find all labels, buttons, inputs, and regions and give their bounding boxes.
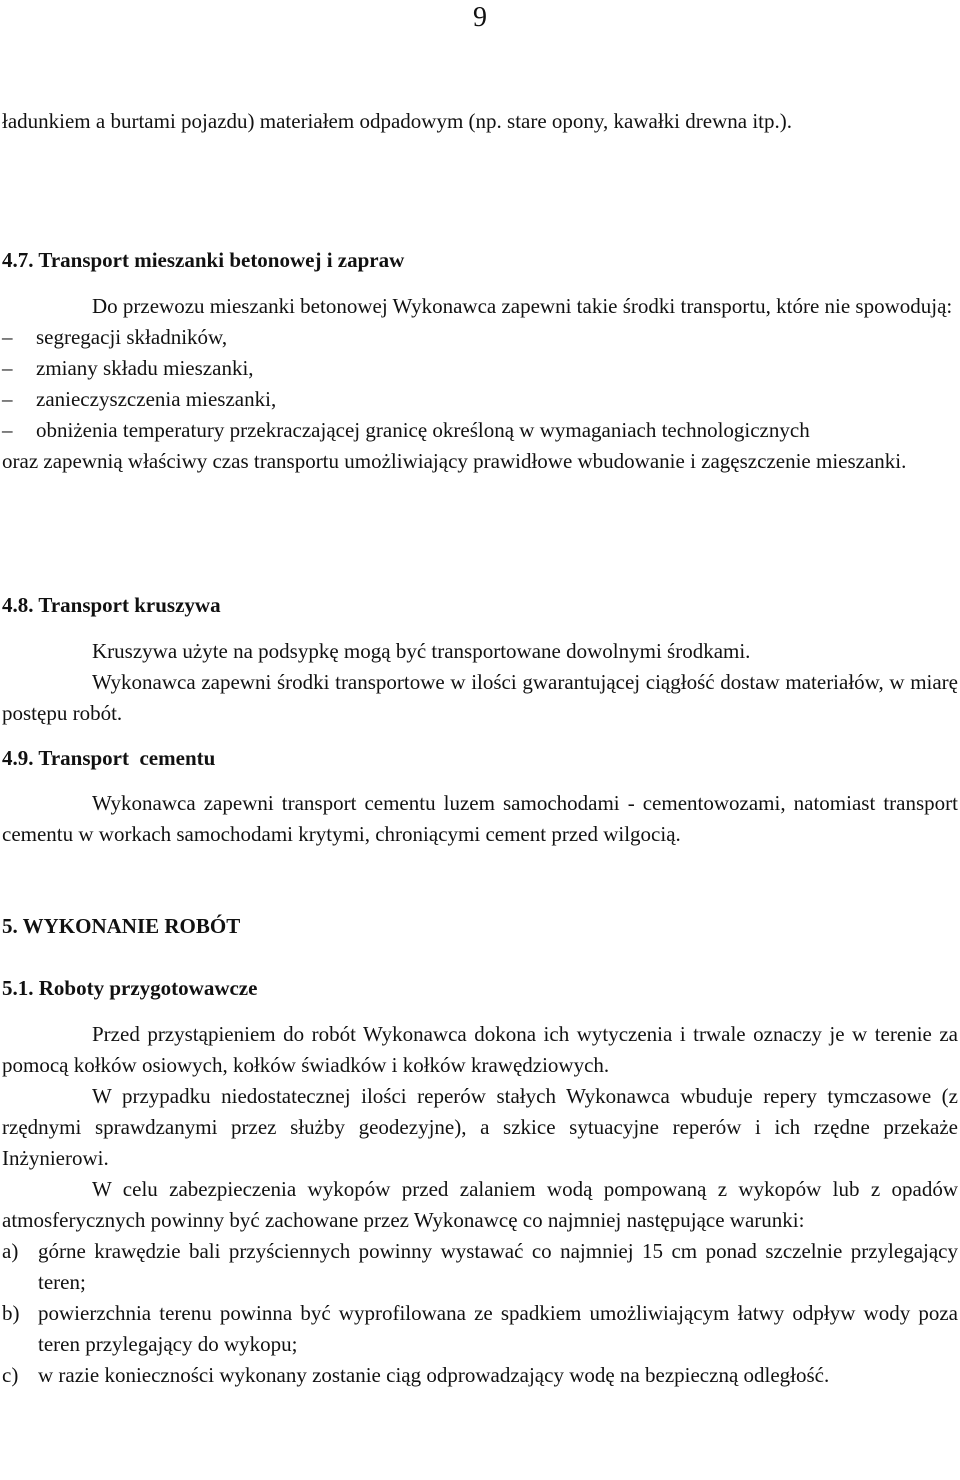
dash-bullet: –	[2, 356, 13, 380]
continuation-text: ładunkiem a burtami pojazdu) materiałem odpadowym (np. stare opony, kawałki drewna itp.).	[2, 109, 792, 133]
list-item-text: górne krawędzie bali przyściennych powinny wystawać co najmniej 15 cm ponad szczelnie przylegający teren;	[38, 1239, 958, 1294]
list-item	[2, 384, 958, 415]
section-5-1-paragraph-2: W przypadku niedostatecznej ilości reperów stałych Wykonawca wbuduje repery tymczasowe (z rzędnymi sprawdzanymi przez służby geodezyjne), a szkice sytuacyjne reperów i ich rzędne przekaże Inżynierowi.	[2, 1084, 958, 1170]
continuation-paragraph	[2, 106, 958, 137]
list-item-text: segregacji składników,	[36, 325, 228, 349]
list-item-text: obniżenia temperatury przekraczającej granicę określoną w wymaganiach technologicznych	[36, 418, 810, 442]
list-item-text: powierzchnia terenu powinna być wyprofilowana ze spadkiem umożliwiającym łatwy odpływ wody poza teren przylegający do wykopu;	[38, 1301, 958, 1356]
section-4-9-paragraph: Wykonawca zapewni transport cementu luzem samochodami - cementowozami, natomiast transport cementu w workach samochodami krytymi, chroniącymi cement przed wilgocią.	[2, 791, 958, 846]
section-4-7	[2, 245, 958, 276]
list-item	[2, 322, 958, 353]
section-5-1-body	[2, 1019, 958, 1391]
section-4-9	[2, 743, 958, 774]
list-item	[2, 353, 958, 384]
chapter-5-heading: 5. WYKONANIE ROBÓT	[2, 914, 241, 938]
list-item	[2, 1360, 958, 1391]
list-item	[2, 1298, 958, 1360]
section-5-1-paragraph-3: W celu zabezpieczenia wykopów przed zalaniem wodą pompowaną z wykopów lub z opadów atmosferycznych powinny być zachowane przez Wykonawcę co najmniej następujące warunki:	[2, 1177, 958, 1232]
list-item-label: c)	[2, 1363, 19, 1387]
section-5-1	[2, 973, 958, 1004]
list-item	[2, 415, 958, 446]
section-4-7-intro: Do przewozu mieszanki betonowej Wykonawca zapewni takie środki transportu, które nie spowodują:	[92, 294, 953, 318]
section-4-7-body	[2, 291, 958, 477]
page-number: 9	[473, 2, 487, 33]
list-item-text: w razie konieczności wykonany zostanie ciąg odprowadzający wodę na bezpieczną odległość.	[38, 1363, 830, 1387]
dash-bullet: –	[2, 387, 13, 411]
section-4-8-paragraph-2: Wykonawca zapewni środki transportowe w ilości gwarantującej ciągłość dostaw materiałów, w miarę postępu robót.	[2, 670, 958, 725]
list-item	[2, 1236, 958, 1298]
section-4-9-heading: 4.9. Transport cementu	[2, 746, 216, 770]
list-item-label: a)	[2, 1239, 19, 1263]
section-4-8-paragraph-1: Kruszywa użyte na podsypkę mogą być transportowane dowolnymi środkami.	[92, 639, 751, 663]
section-4-8-heading: 4.8. Transport kruszywa	[2, 593, 221, 617]
section-4-9-body	[2, 788, 958, 850]
section-4-8-body	[2, 636, 958, 729]
section-4-7-outro: oraz zapewnią właściwy czas transportu umożliwiający prawidłowe wbudowanie i zagęszczenie mieszanki.	[2, 449, 907, 473]
dash-bullet: –	[2, 325, 13, 349]
dash-bullet: –	[2, 418, 13, 442]
list-item-text: zmiany składu mieszanki,	[36, 356, 254, 380]
chapter-5	[2, 911, 958, 942]
section-5-1-conditions-list	[2, 1236, 958, 1391]
section-5-1-heading: 5.1. Roboty przygotowawcze	[2, 976, 258, 1000]
list-item-label: b)	[2, 1301, 20, 1325]
list-item-text: zanieczyszczenia mieszanki,	[36, 387, 277, 411]
section-4-7-heading: 4.7. Transport mieszanki betonowej i zapraw	[2, 248, 405, 272]
section-4-8	[2, 590, 958, 621]
section-4-7-list	[2, 322, 958, 446]
section-5-1-paragraph-1: Przed przystąpieniem do robót Wykonawca dokona ich wytyczenia i trwale oznaczy je w terenie za pomocą kołków osiowych, kołków świadków i kołków krawędziowych.	[2, 1022, 958, 1077]
